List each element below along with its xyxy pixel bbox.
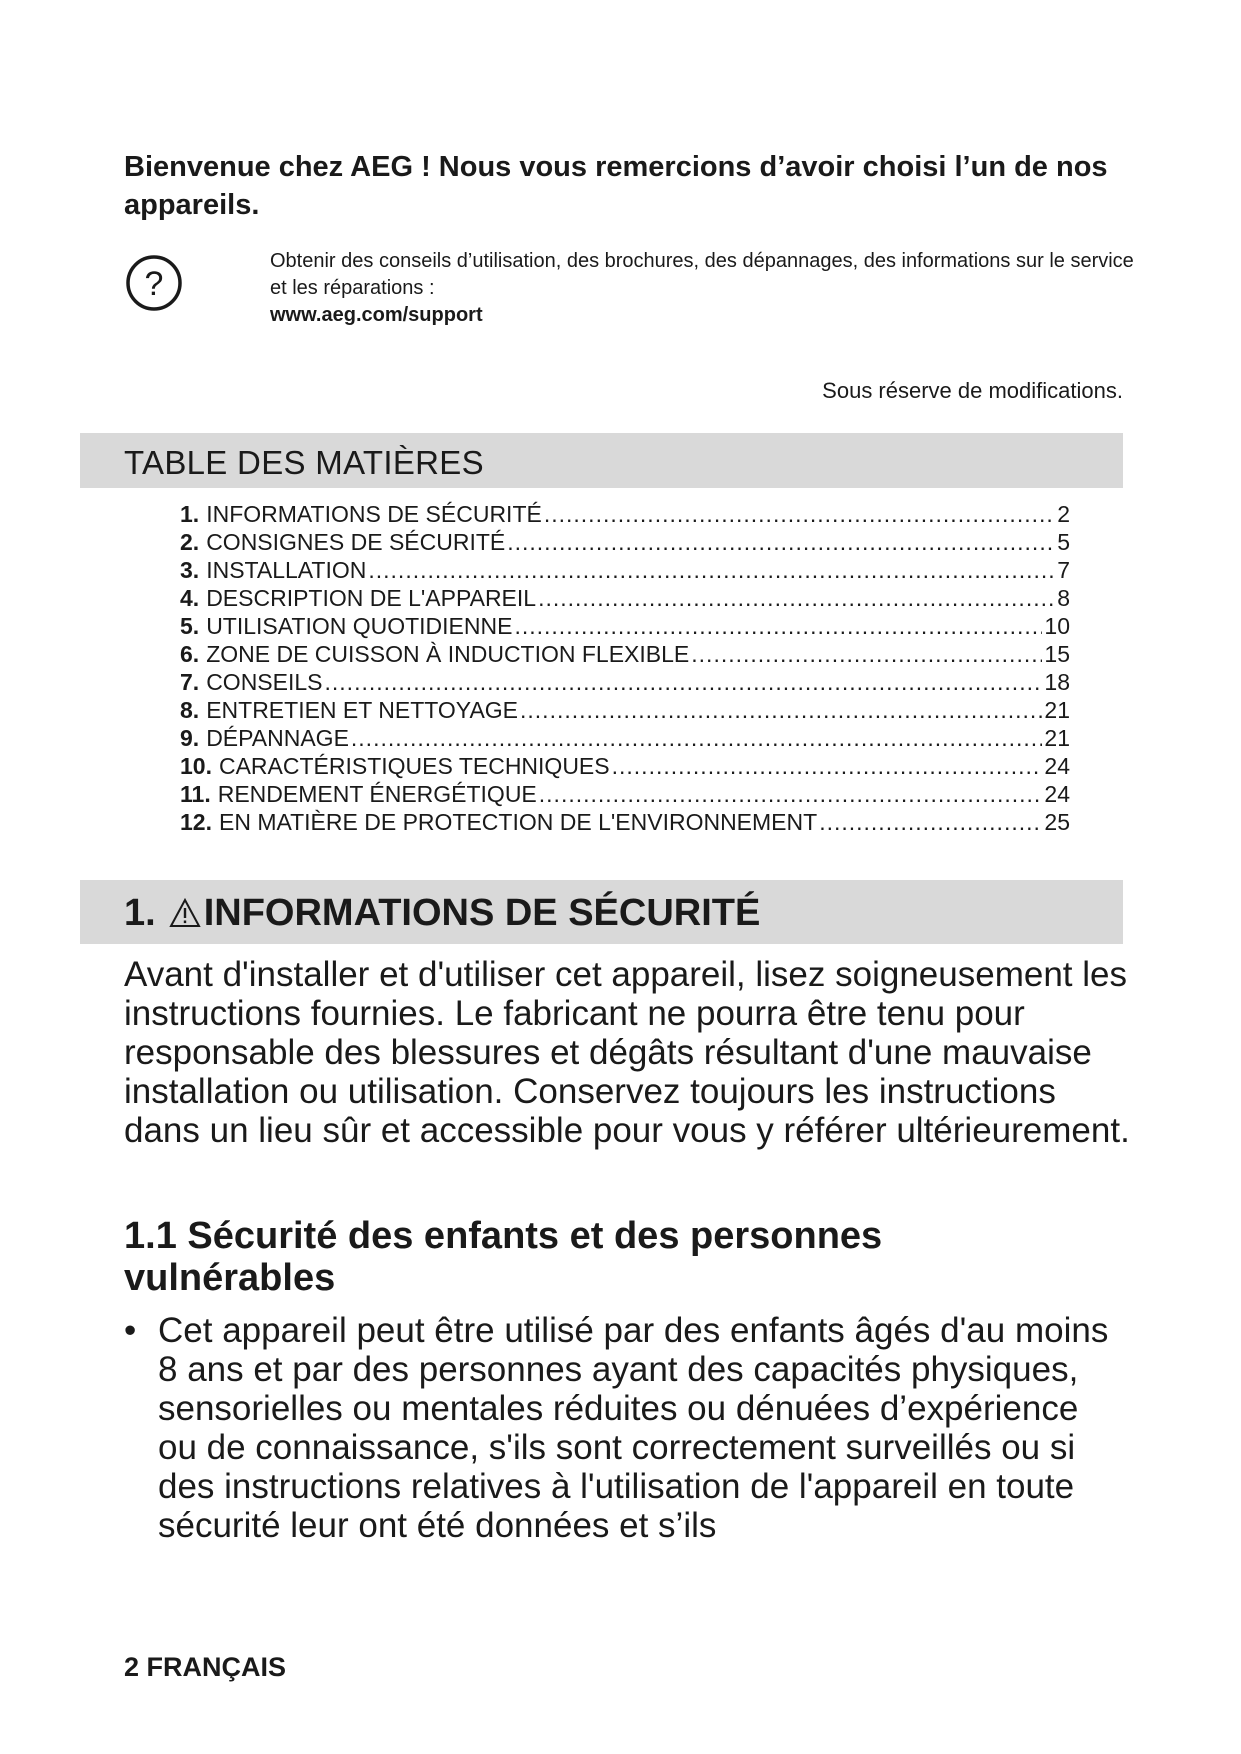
toc-entry-number: 4. (180, 585, 200, 611)
toc-entry-number: 10. (180, 753, 212, 779)
page-footer (124, 1652, 286, 1683)
support-text: Obtenir des conseils d’utilisation, des brochures, des dépannages, des informations sur le service et les réparations : (270, 250, 1134, 299)
toc-dot-leader (520, 696, 1042, 724)
toc-entry-page: 2 (1057, 501, 1070, 527)
toc-entry[interactable] (180, 668, 1070, 696)
toc-entry-number: 8. (180, 697, 200, 723)
toc-entry-number: 1. (180, 501, 200, 527)
toc-entry-label: RENDEMENT ÉNERGÉTIQUE (217, 781, 537, 807)
warning-triangle-icon (168, 897, 202, 929)
table-of-contents (180, 500, 1070, 836)
toc-entry-label: UTILISATION QUOTIDIENNE (206, 613, 513, 639)
toc-entry-page: 18 (1044, 669, 1070, 695)
toc-entry-label: CONSEILS (206, 669, 323, 695)
toc-dot-leader (612, 752, 1043, 780)
section-title (124, 891, 760, 935)
welcome-heading: Bienvenue chez AEG ! Nous vous remercions d’avoir choisi l’un de nos appareils. (124, 151, 1108, 221)
support-link[interactable]: www.aeg.com/support (270, 304, 483, 326)
svg-text:?: ? (144, 265, 164, 303)
toc-entry-number: 5. (180, 613, 200, 639)
footer-language: FRANÇAIS (146, 1652, 287, 1682)
modification-notice: Sous réserve de modifications. (822, 378, 1123, 403)
toc-entry-page: 7 (1057, 557, 1070, 583)
toc-entry[interactable] (180, 808, 1070, 836)
toc-entry-label: INSTALLATION (206, 557, 367, 583)
toc-entry[interactable] (180, 612, 1070, 640)
toc-entry-number: 7. (180, 669, 200, 695)
toc-entry[interactable] (180, 752, 1070, 780)
safety-intro-paragraph: Avant d'installer et d'utiliser cet appareil, lisez soigneusement les instructions fournies. Le fabricant ne pourra être tenu pour responsable des blessures et dégâts résultant d'une mauvaise installation ou utilisation. Conservez toujours les instructions dans un lieu sûr et accessible pour vous y référer ultérieurement. (124, 955, 1130, 1150)
toc-header-band (80, 433, 1123, 488)
toc-entry-label: EN MATIÈRE DE PROTECTION DE L'ENVIRONNEMENT (218, 809, 818, 835)
toc-entry-number: 6. (180, 641, 200, 667)
toc-entry-label: ENTRETIEN ET NETTOYAGE (206, 697, 519, 723)
toc-dot-leader (507, 528, 1055, 556)
toc-entry-page: 8 (1057, 585, 1070, 611)
toc-entry-label: DESCRIPTION DE L'APPAREIL (206, 585, 537, 611)
toc-entry-number: 11. (180, 781, 211, 807)
toc-entry[interactable] (180, 500, 1070, 528)
toc-dot-leader (538, 584, 1055, 612)
toc-entry-label: ZONE DE CUISSON À INDUCTION FLEXIBLE (206, 641, 690, 667)
toc-dot-leader (368, 556, 1055, 584)
toc-title: TABLE DES MATIÈRES (124, 444, 484, 481)
toc-dot-leader (325, 668, 1043, 696)
toc-dot-leader (514, 612, 1042, 640)
toc-dot-leader (351, 724, 1043, 752)
toc-dot-leader (539, 780, 1043, 808)
toc-entry[interactable] (180, 556, 1070, 584)
page-number: 2 (124, 1652, 140, 1682)
bullet-item (124, 1311, 1124, 1545)
section-number: 1. (124, 892, 156, 934)
toc-entry-label: INFORMATIONS DE SÉCURITÉ (206, 501, 542, 527)
section-header-band (80, 880, 1123, 944)
toc-entry-page: 24 (1044, 753, 1070, 779)
bullet-marker: • (124, 1311, 137, 1350)
subsection-heading: 1.1 Sécurité des enfants et des personnes vulnérables (124, 1215, 883, 1299)
toc-entry[interactable] (180, 780, 1070, 808)
toc-entry-page: 25 (1044, 809, 1070, 835)
toc-entry[interactable] (180, 696, 1070, 724)
section-title-text: INFORMATIONS DE SÉCURITÉ (203, 892, 761, 934)
toc-entry[interactable] (180, 640, 1070, 668)
toc-dot-leader (691, 640, 1042, 668)
toc-dot-leader (819, 808, 1042, 836)
toc-entry-number: 3. (180, 557, 200, 583)
toc-entry-page: 10 (1044, 613, 1070, 639)
toc-entry-label: CONSIGNES DE SÉCURITÉ (206, 529, 506, 555)
toc-entry-number: 12. (180, 809, 212, 835)
toc-entry[interactable] (180, 528, 1070, 556)
toc-entry-number: 9. (180, 725, 200, 751)
toc-entry-page: 5 (1057, 529, 1070, 555)
toc-entry-page: 21 (1044, 697, 1070, 723)
support-info (270, 248, 1150, 329)
toc-entry[interactable] (180, 724, 1070, 752)
toc-entry-label: DÉPANNAGE (206, 725, 349, 751)
toc-entry[interactable] (180, 584, 1070, 612)
bullet-text: Cet appareil peut être utilisé par des enfants âgés d'au moins 8 ans et par des personnes ayant des capacités physiques, sensorielles ou mentales réduites ou dénuées d’expérience ou de connaissance, s'ils sont correctement surveillés ou si des instructions relatives à l'utilisation de l'appareil en toute sécurité leur ont été données et s’ils (158, 1311, 1109, 1545)
help-circle-icon (124, 253, 184, 313)
toc-entry-page: 15 (1044, 641, 1070, 667)
toc-entry-page: 21 (1044, 725, 1070, 751)
toc-entry-number: 2. (180, 529, 200, 555)
toc-dot-leader (544, 500, 1055, 528)
toc-entry-page: 24 (1044, 781, 1070, 807)
toc-entry-label: CARACTÉRISTIQUES TECHNIQUES (218, 753, 610, 779)
